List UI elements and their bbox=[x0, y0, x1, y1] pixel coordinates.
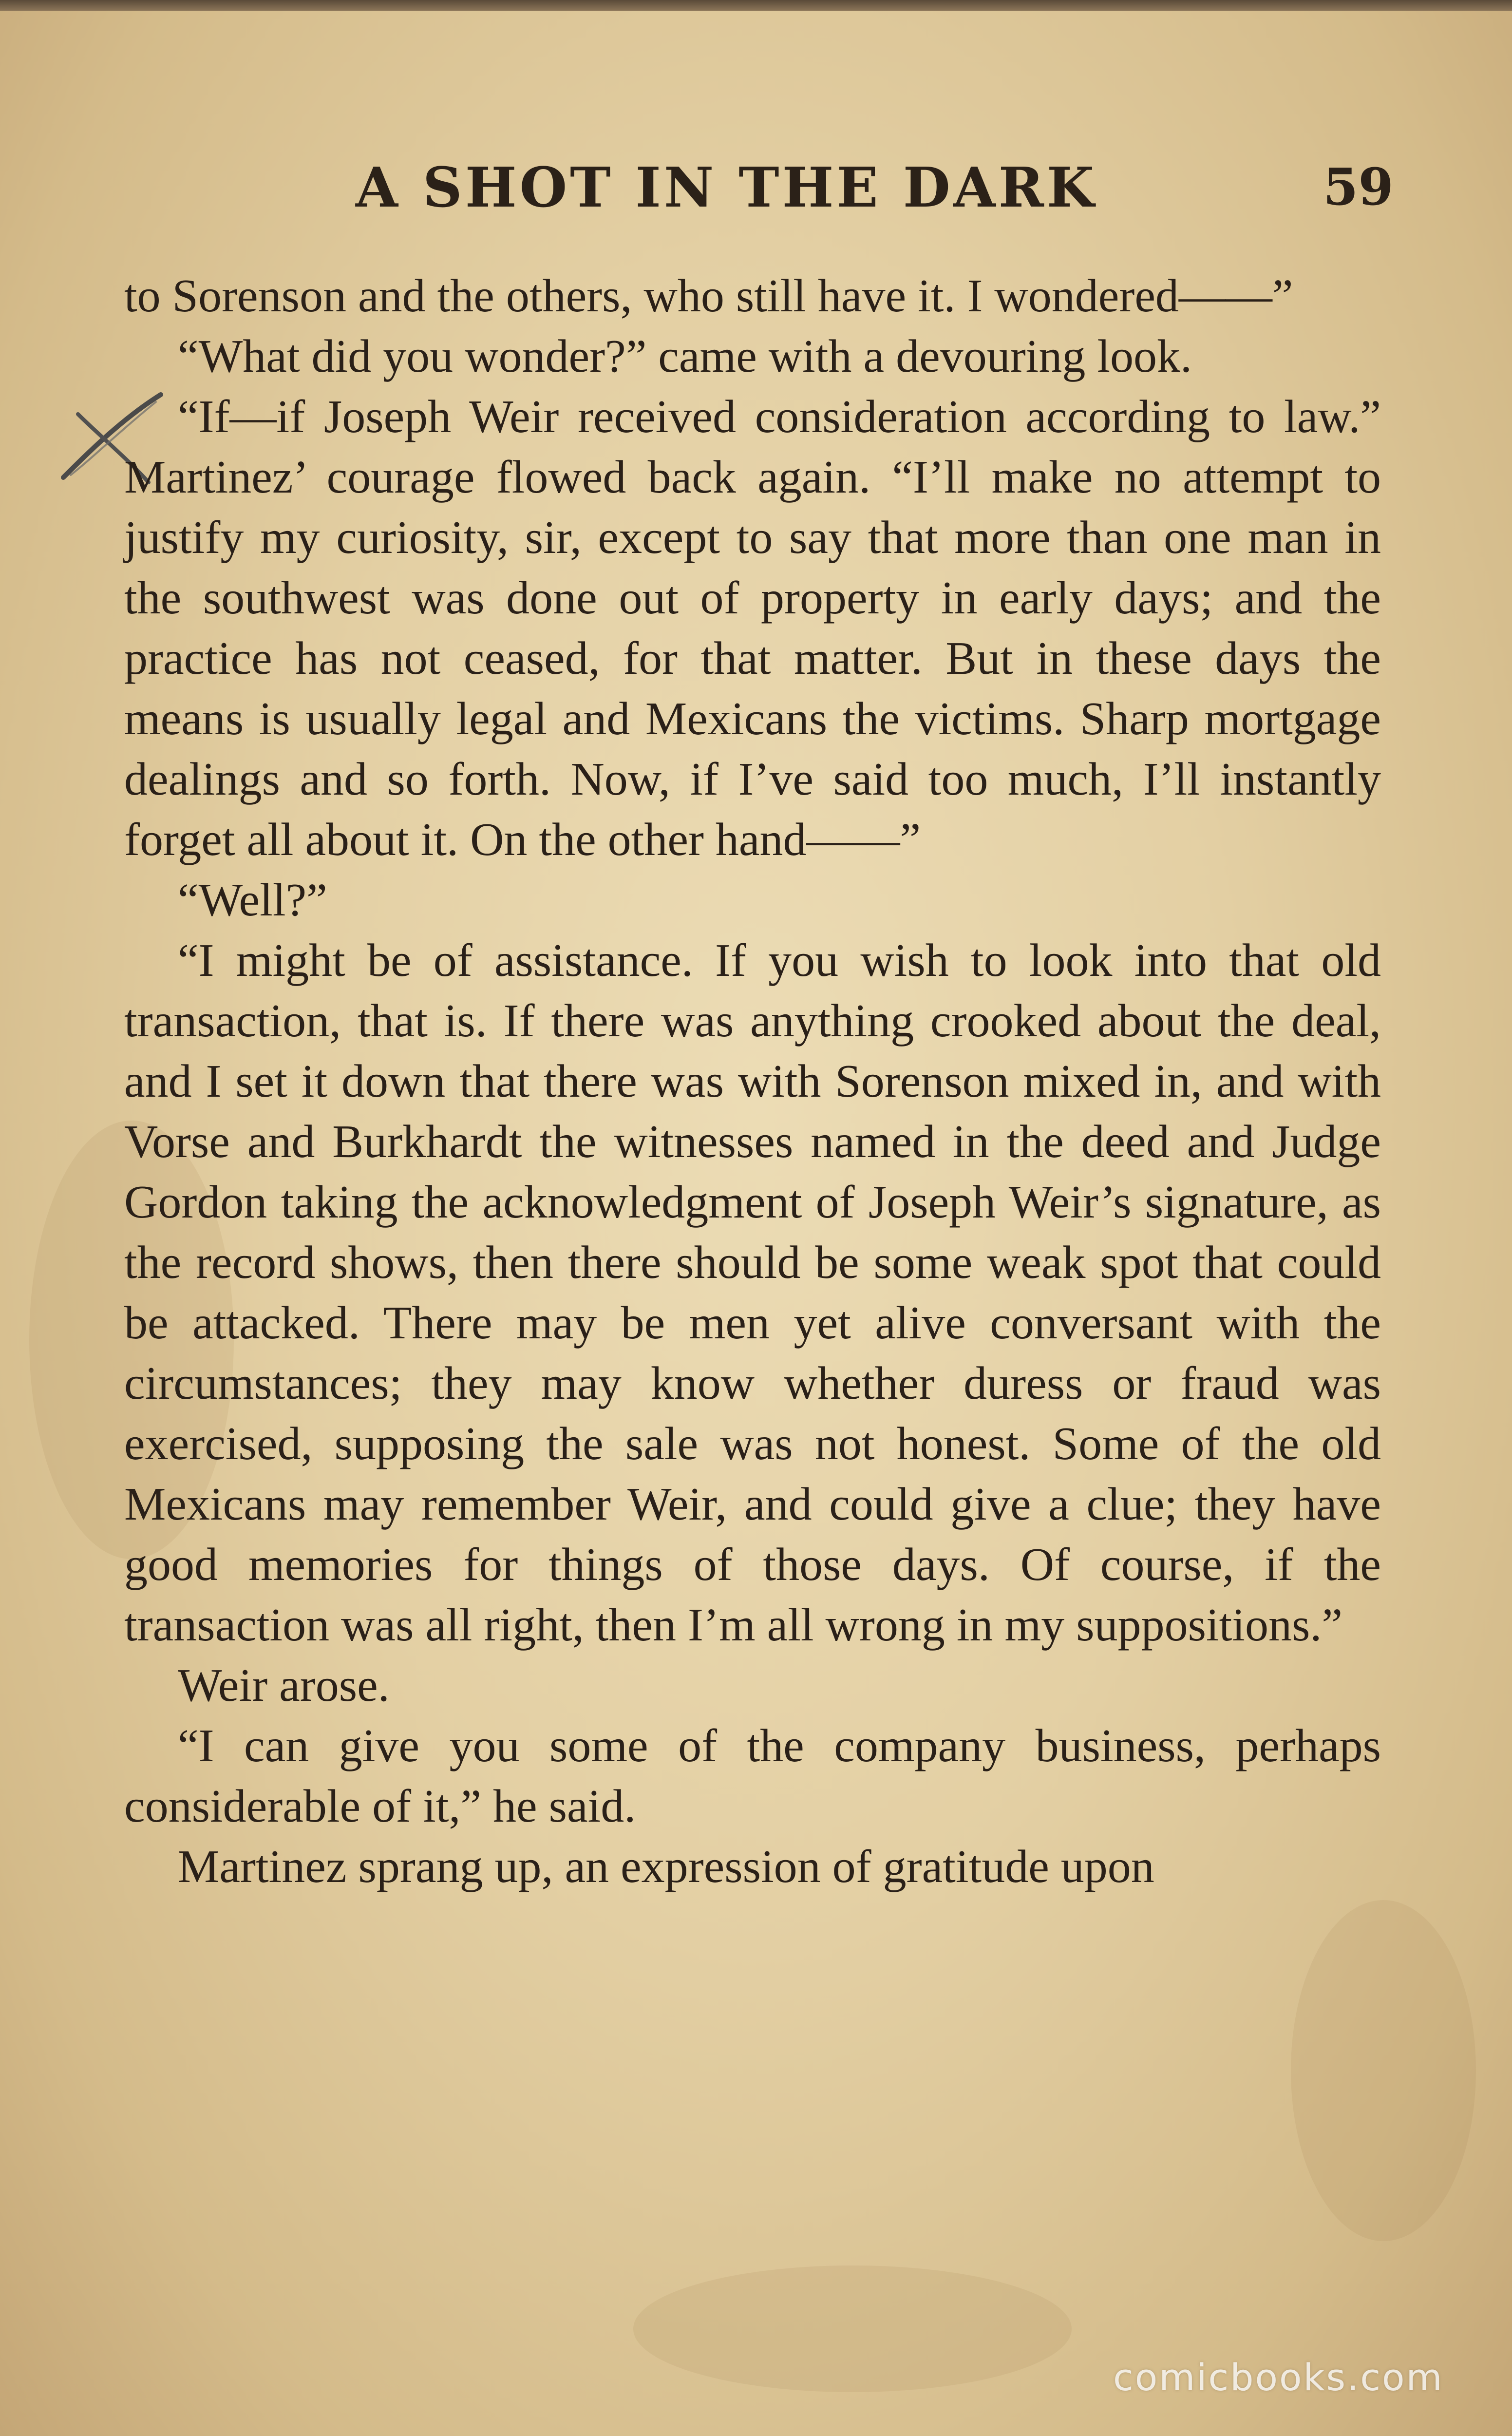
watermark: comicbooks.com bbox=[1113, 2356, 1444, 2399]
paragraph: Weir arose. bbox=[178, 1659, 390, 1711]
page-top-edge bbox=[0, 0, 1512, 11]
paper-stain bbox=[633, 2265, 1072, 2392]
paper-stain bbox=[1291, 1900, 1476, 2241]
paragraph: “Well?” bbox=[178, 874, 327, 926]
paragraph: Martinez sprang up, an expression of gratitude upon bbox=[178, 1840, 1154, 1892]
paragraph: to Sorenson and the others, who still have it. I wondered——” bbox=[124, 269, 1293, 322]
page-number: 59 bbox=[1323, 157, 1394, 217]
page-header bbox=[0, 146, 1512, 244]
paragraph: “I might be of assistance. If you wish to look into that old transaction, that is. If there was anything crooked about the deal, and I set it down that there was with Sorenson mixed in, and with Vorse and Burkhardt the witnesses named in the deed and Judge Gordon taking the acknowledgment of Joseph Weir’s signature, as the record shows, then there should be some weak spot that could be attacked. There may be men yet alive conversant with the circumstances; they may know whether duress or fraud was exercised, supposing the sale was not honest. Some of the old Mexicans may remember Weir, and could give a clue; they have good memories for things of those days. Of course, if the transaction was all right, then I’m all wrong in my suppositions.” bbox=[124, 934, 1381, 1651]
body-text bbox=[124, 266, 1381, 1897]
running-title: A SHOT IN THE DARK bbox=[356, 156, 1097, 220]
paragraph: “If—if Joseph Weir received consideration according to law.” Martinez’ courage flowed back again. “I’ll make no attempt to justify my curiosity, sir, except to say that more than one man in the southwest was done out of property in early days; and the practice has not ceased, for that matter. But in these days the means is usually legal and Mexicans the victims. Sharp mortgage dealings and so forth. Now, if I’ve said too much, I’ll instantly forget all about it. On the other hand——” bbox=[124, 390, 1381, 865]
paragraph: “I can give you some of the company business, perhaps considerable of it,” he said. bbox=[124, 1719, 1381, 1832]
paragraph: “What did you wonder?” came with a devouring look. bbox=[178, 330, 1192, 382]
